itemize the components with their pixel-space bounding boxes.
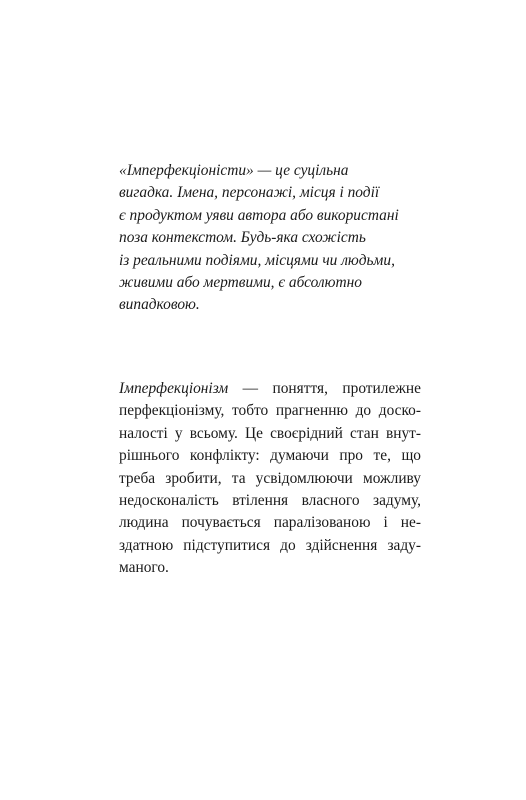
definition-line: налості у всьому. Це своєрідний стан внут-: [119, 424, 421, 442]
definition-line: недосконалість втілення власного задуму,: [119, 492, 421, 510]
definition-line: здатною підступитися до здійснення заду-: [119, 536, 421, 554]
disclaimer-line: «Імперфекціоністи» — це суцільна: [119, 162, 349, 179]
disclaimer-line: є продуктом уяви автора або використані: [119, 206, 399, 224]
definition-line: рішнього конфлікту: думаючи про те, що: [119, 447, 421, 465]
definition-line: людина почувається паралізованою і не-: [119, 514, 421, 532]
definition-line: перфекціонізму, тобто прагненню до доско-: [119, 402, 421, 420]
definition-first-line-rest: — поняття, протилежне: [228, 380, 421, 397]
disclaimer-line: із реальними подіями, місцями чи людьми,: [119, 251, 395, 269]
disclaimer-text: [119, 160, 439, 317]
definition-first-line: [119, 378, 421, 400]
definition-line: треба зробити, та усвідомлюючи можливу: [119, 469, 421, 487]
disclaimer-line: вигадка. Імена, персонажі, місця і події: [119, 184, 380, 202]
disclaimer-line: живими або мертвими, є абсолютно: [119, 274, 362, 292]
definition-paragraph: [119, 378, 421, 580]
definition-term: Імперфекціонізм: [119, 380, 229, 397]
definition-line: маного.: [119, 559, 169, 577]
disclaimer-line: поза контекстом. Будь-яка схожість: [119, 229, 366, 247]
disclaimer-line: випадковою.: [119, 296, 200, 314]
